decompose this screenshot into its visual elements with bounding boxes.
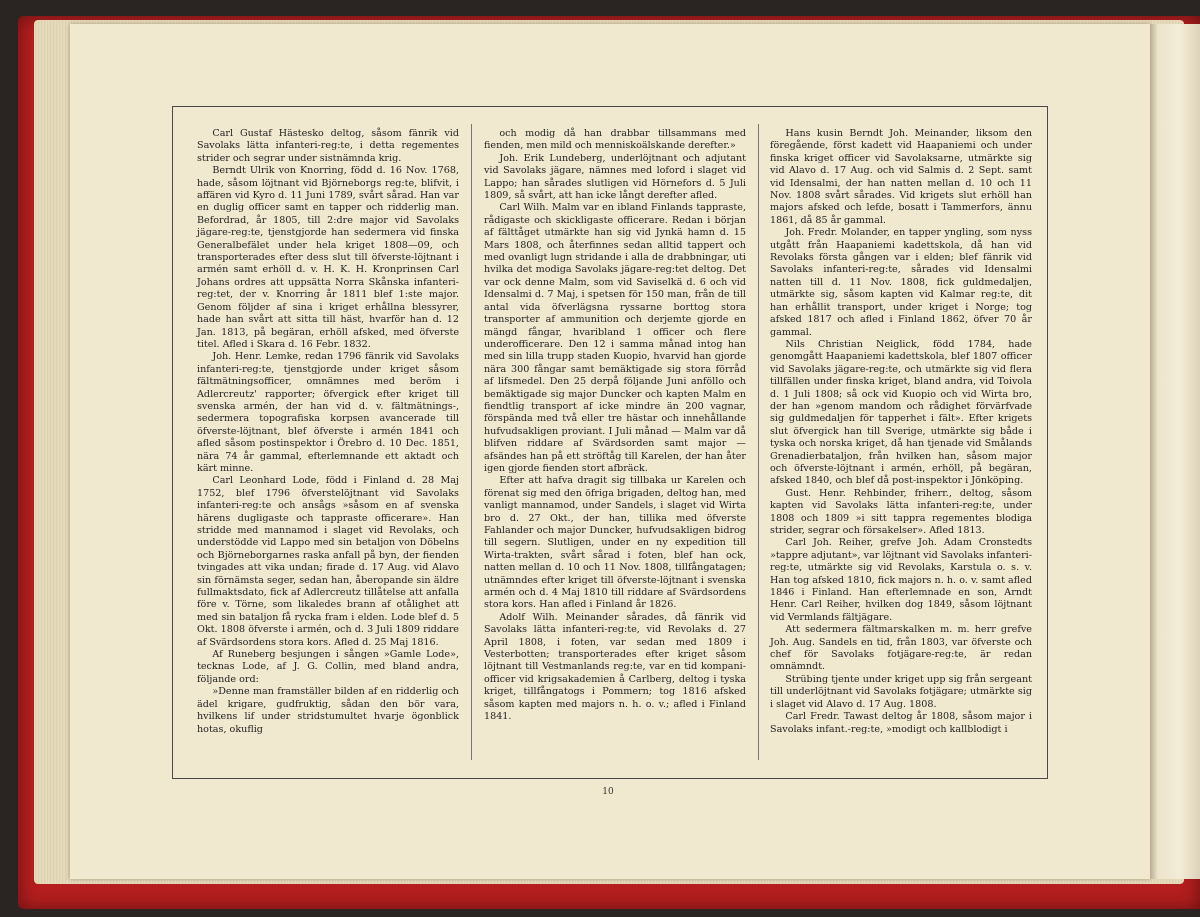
- paragraph-lode: Carl Leonhard Lode, född i Finland d. 28 Maj 1752, blef 1796 öfverstelöjtnant vid Savolaks infanteri-reg:te och ansågs »såsom en af svenska härens dugligaste och tappraste officerare». Han stridde med mannamod i slaget vid Revolaks, och understödde vid Lappo med sin betaljon von Döbelns och Björneborgarnes raska anfall på byn, der fienden tvingades att vika undan; firade d. 17 Aug. vid Alavo sin förnämsta seger, sedan han, åberopande sin äldre fullmaktsdato, fick af Adlercreutz tillåtelse att anfalla före v. Törne, som likaledes brann af otålighet att med sin bataljon få rycka fram i elden. Lode blef d. 5 Okt. 1808 öfverste i armén, och d. 3 Juli 1809 riddare af Svärdsordens stora kors. Afled d. 25 Maj 1816.: [197, 475, 459, 648]
- paragraph-knorring: Berndt Ulrik von Knorring, född d. 16 Nov. 1768, hade, såsom löjtnant vid Björneborgs reg:te, blifvit, i affären vid Kyro d. 11 Juni 1789, svårt sårad. Han var en duglig officer samt en tapper och ridderlig man. Befordrad, år 1805, till 2:dre major vid Savolaks jägare-reg:te, tjenstgjorde han sedermera vid finska Generalbefälet under hela kriget 1808—09, och transporterades efter dess slut till öfverste-löjtnant i armén samt erhöll d. v. H. K. H. Kronprinsen Carl Johans ordres att uppsätta Norra Skånska infanteri-reg:tet, der v. Knorring år 1811 blef 1:ste major. Genom följder af sina i kriget erhållna blessyrer, hade han svårt att sitta till häst, hvarför han d. 12 Jan. 1813, på begäran, erhöll afsked, med öfverste titel. Afled i Skara d. 16 Febr. 1832.: [197, 165, 459, 350]
- paragraph-tawast: Carl Fredr. Tawast deltog år 1808, såsom major i Savolaks infant.-reg:te, »modigt och kallblodigt i: [770, 711, 1032, 735]
- paragraph-quote-end: och modig då han drabbar tillsammans med fienden, men mild och menniskoälskande derefter.»: [484, 128, 746, 152]
- page-number: 10: [602, 787, 614, 797]
- right-page-edge: [1150, 24, 1200, 879]
- paragraph-sandels: Att sedermera fältmarskalken m. m. herr grefve Joh. Aug. Sandels en tid, från 1803, var öfverste och chef för Savolaks fotjägare-reg:te, är redan omnämndt.: [770, 624, 1032, 673]
- paragraph-meinander-adolf: Adolf Wilh. Meinander sårades, då fänrik vid Savolaks lätta infanteri-reg:te, vid Revolaks d. 27 April 1808, i foten, var sedan med 1809 i Vesterbotten; transporterades efter kriget såsom löjtnant till Vestmanlands reg:te, var en tid kompani-officer vid krigsakademien å Carlberg, deltog i tyska kriget, tillfångatogs i Pommern; tog 1816 afsked såsom kapten med majors n. h. o. v.; afled i Finland 1841.: [484, 611, 746, 723]
- paragraph-strubing: Strübing tjente under kriget upp sig från sergeant till underlöjtnant vid Savolaks fotjägare; utmärkte sig i slaget vid Alavo d. 17 Aug. 1808.: [770, 673, 1032, 710]
- column-rule-2: [758, 124, 759, 760]
- column-1: [197, 128, 459, 736]
- paragraph-runeberg: Af Runeberg besjungen i sången »Gamle Lode», tecknas Lode, af J. G. Collin, med bland andra, följande ord:: [197, 649, 459, 685]
- paragraph-meinander-berndt: Hans kusin Berndt Joh. Meinander, liksom den föregående, först kadett vid Haapaniemi och under finska kriget officer vid Savolaksarne, utmärkte sig vid Alavo d. 17 Aug. och vid Salmis d. 2 Sept. samt vid Idensalmi, der han natten mellan d. 10 och 11 Nov. 1808 svårt sårades. Vid krigets slut erhöll han majors afsked och lefde, bosatt i Tammerfors, ännu 1861, då 85 år gammal.: [770, 128, 1032, 226]
- paragraph-lundeberg: Joh. Erik Lundeberg, underlöjtnant och adjutant vid Savolaks jägare, nämnes med loford i slaget vid Lappo; han sårades slutligen vid Hörnefors d. 5 Juli 1809, så svårt, att han icke långt derefter afled.: [484, 152, 746, 202]
- paragraph-malm: Carl Wilh. Malm var en ibland Finlands tappraste, rådigaste och skickligaste officerare. Redan i början af fälttåget utmärkte han sig vid Jynkä hamn d. 15 Mars 1808, och återfinnes sedan alltid tappert och med ovanligt lugn stridande i alla de drabbningar, uti hvilka det modiga Savolaks jägare-reg:tet deltog. Det var ock denne Malm, som vid Saviselkä d. 6 och vid Idensalmi d. 7 Maj, i spetsen för 150 man, från de till antal vida öfverlägsna ryssarne borttog stora transporter af ammunition och derjemte gjorde en mängd fångar, hvaribland 1 officer och flere underofficerare. Den 12 i samma månad intog han med sin lilla trupp staden Kuopio, hvarvid han gjorde nära 300 fångar samt bemäktigade sig stora förråd af lifsmedel. Den 25 derpå följande Juni anföllo och bemäktigade sig major Duncker och kapten Malm en fiendtlig transport af icke mindre än 200 vagnar, förspända med två eller tre hästar och innehållande hufvudsakligen proviant. I Juli månad — Malm var då blifven riddare af Svärdsorden samt major — afsändes han på ett ströftåg till Karelen, der han åter igen gjorde fienden stort afbräck.: [484, 202, 746, 474]
- paragraph-neiglick: Nils Christian Neiglick, född 1784, hade genomgått Haapaniemi kadettskola, blef 1807 officer vid Savolaks jägare-reg:te, och utmärkte sig vid flera tillfällen under finska kriget, bland andra, vid Toivola d. 1 Juli 1808; så ock vid Kuopio och vid Wirta bro, der han »genom mandom och rådighet förvärfvade sig guldmedaljen för tapperhet i fält». Efter krigets slut öfvergick han till Sverige, utmärkte sig både i tyska och norska kriget, då han tjenade vid Smålands Grenadierbataljon, från hvilken han, såsom major och öfverste-löjtnant i armén, erhöll, på begäran, afsked 1840, och blef då post-inspektor i Jönköping.: [770, 338, 1032, 487]
- column-rule-1: [471, 124, 472, 760]
- paragraph-malm-cont: Efter att hafva dragit sig tillbaka ur Karelen och förenat sig med den öfriga brigaden, deltog han, med vanligt mannamod, under Sandels, i slaget vid Wirta bro d. 27 Okt., der han, tillika med öfverste Fahlander och major Duncker, hufvudsakligen bidrog till segern. Slutligen, under en ny expedition till Wirta-trakten, svårt sårad i foten, blef han ock, natten mellan d. 10 och 11 Nov. 1808, tillfångatagen; utnämndes efter kriget till öfverste-löjtnant i svenska armén och d. 4 Maj 1810 till riddare af Svärdsordens stora kors. Han afled i Finland år 1826.: [484, 475, 746, 611]
- column-2: [484, 128, 746, 724]
- paragraph-reiher: Carl Joh. Reiher, grefve Joh. Adam Cronstedts »tappre adjutant», var löjtnant vid Savolaks infanteri-reg:te, utmärkte sig vid Revolaks, Karstula o. s. v. Han tog afsked 1810, fick majors n. h. o. v. samt afled 1846 i Finland. Han efterlemnade en son, Arndt Henr. Carl Reiher, hvilken dog 1849, såsom löjtnant vid Vermlands fältjägare.: [770, 537, 1032, 623]
- paragraph-hastesko: Carl Gustaf Hästesko deltog, såsom fänrik vid Savolaks lätta infanteri-reg:te, i detta regementes strider och segrar under sistnämnda krig.: [197, 128, 459, 164]
- paragraph-lemke: Joh. Henr. Lemke, redan 1796 fänrik vid Savolaks infanteri-reg:te, tjenstgjorde under kriget såsom fältmätningsofficer, omnämnes med beröm i Adlercreutz' rapporter; öfvergick efter kriget till svenska armén, der han vid d. v. fältmätnings-, sedermera topografiska korpsen avancerade till öfverste-löjtnant, blef öfverste i armén 1841 och afled såsom postinspektor i Örebro d. 10 Dec. 1851, nära 74 år gammal, efterlemnande ett aktadt och kärt minne.: [197, 351, 459, 474]
- paragraph-quote: »Denne man framställer bilden af en ridderlig och ädel krigare, gudfruktig, sådan den bör vara, hvilkens lif under stridstumultet hvarje ögonblick hotas, okuflig: [197, 686, 459, 735]
- paragraph-rehbinder: Gust. Henr. Rehbinder, friherr., deltog, såsom kapten vid Savolaks lätta infanteri-reg:te, under 1808 och 1809 »i sitt tappra regementes blodiga strider, segrar och försakelser». Afled 1813.: [770, 487, 1032, 536]
- column-3: [770, 128, 1032, 736]
- paragraph-molander: Joh. Fredr. Molander, en tapper yngling, som nyss utgått från Haapaniemi kadettskola, då han vid Revolaks första gången var i elden; blef fänrik vid Savolaks infanteri-reg:te, sårades vid Idensalmi natten till d. 11 Nov. 1808, fick guldmedaljen, utmärkte sig, såsom kapten vid Kalmar reg:te, dit han erhållit transport, under kriget i Norge; tog afsked 1817 och afled i Finland 1862, öfver 70 år gammal.: [770, 227, 1032, 338]
